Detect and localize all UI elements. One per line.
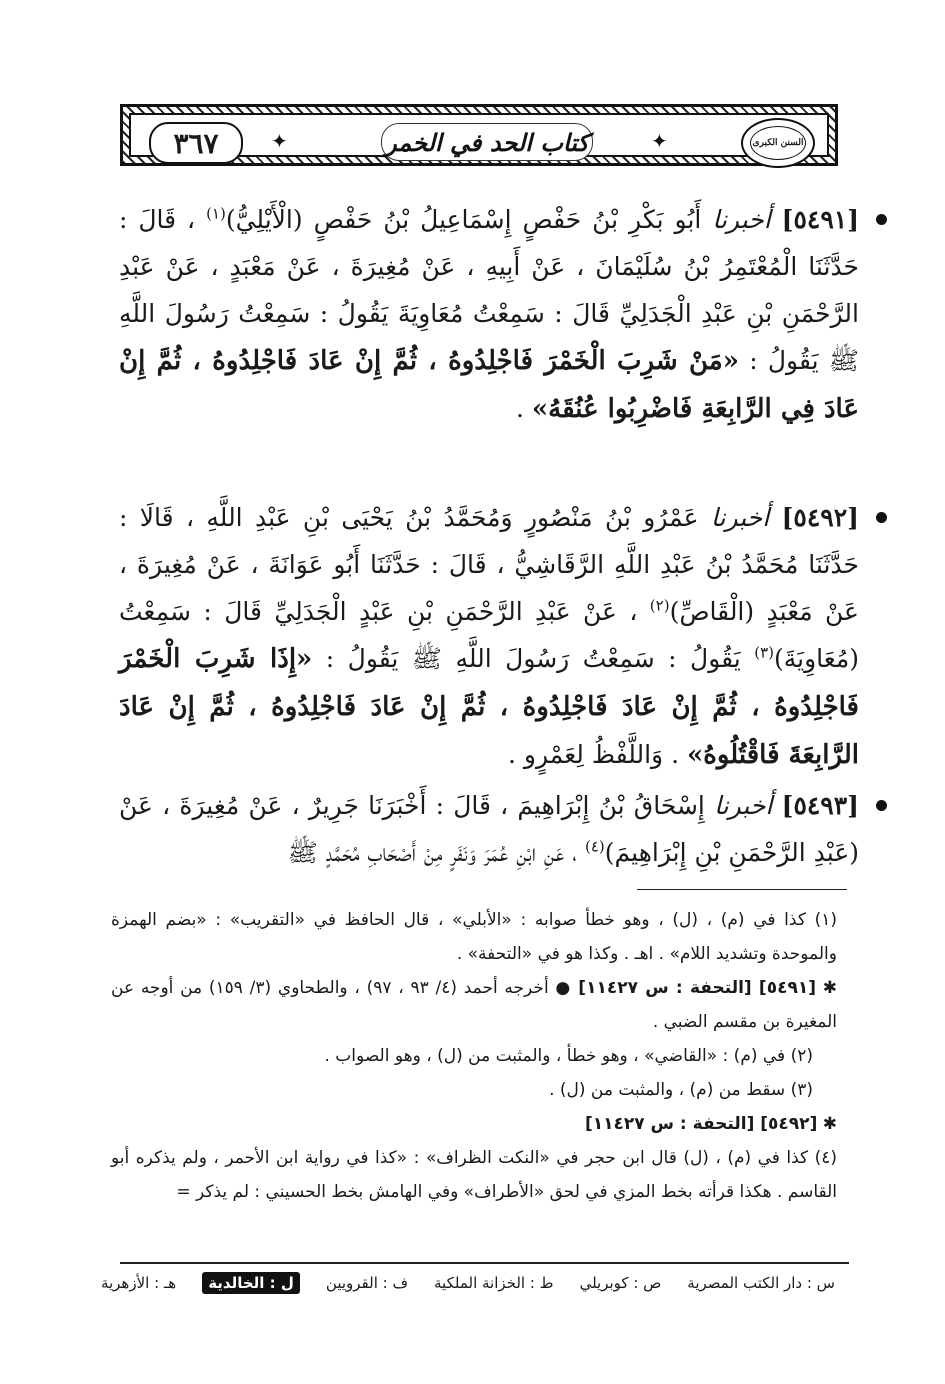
legend-divider — [120, 1262, 849, 1264]
legend-item: س : دار الكتب المصرية — [687, 1274, 835, 1292]
bullet-icon — [876, 512, 887, 523]
footnote-3: (٣) سقط من (م) ، والمثبت من (ل) . — [549, 1080, 813, 1100]
footnotes — [111, 903, 837, 1209]
page-number: ٣٦٧ — [173, 126, 219, 160]
reference-5491 — [111, 971, 837, 1039]
hadith-number: [٥٤٩٣] — [781, 791, 859, 820]
footnote-2: (٢) في (م) : «القاضي» ، وهو خطأ ، والمثبت من (ل) ، وهو الصواب . — [324, 1046, 813, 1066]
matn-text: «إِذَا شَرِبَ الْخَمْرَ فَاجْلِدُوهُ ، ثُمَّ إِنْ عَادَ فَاجْلِدُوهُ ، ثُمَّ إِنْ عَادَ فَاجْلِدُوهُ ، ثُمَّ إِنْ عَادَ الرَّابِعَةَ فَاقْتُلُوهُ» — [119, 644, 859, 770]
footnote-4: (٤) كذا في (م) ، (ل) قال ابن حجر في «النكت الظراف» : «كذا في رواية ابن الأحمر ، ولم يذكره أبو القاسم . هكذا قرأته بخط المزي في لحق «الأطراف» وفي الهامش بخط الحسيني : لم يذكر = — [111, 1148, 837, 1202]
legend-item: هـ : الأزهرية — [100, 1274, 177, 1292]
page-header — [120, 104, 838, 166]
bullet-icon — [876, 214, 887, 225]
takhrij-text: ● أخرجه أحمد (٤/ ٩٣ ، ٩٧) ، والطحاوي (٣/ ١٥٩) من أوجه عن المغيرة بن مقسم الضبي . — [111, 978, 837, 1032]
isnad-text: أَبُو بَكْرِ بْنُ حَفْصٍ إِسْمَاعِيلُ بْنُ حَفْصٍ (الْأَيْلِيُّ) — [225, 205, 702, 234]
bullet-icon — [876, 800, 887, 811]
isnad-text: ، قَالَ : حَدَّثَنَا الْمُعْتَمِرُ بْنُ سُلَيْمَانَ ، عَنْ أَبِيهِ ، عَنْ مُغِيرَةَ ، عَنْ مَعْبَدٍ ، عَنْ عَبْدِ الرَّحْمَنِ بْنِ عَبْدِ الْجَدَلِيِّ قَالَ : سَمِعْتُ مُعَاوِيَةَ يَقُولُ : سَمِعْتُ رَسُولَ اللَّهِ ﷺ يَقُولُ : — [119, 205, 859, 375]
legend-item: ط : الخزانة الملكية — [434, 1274, 554, 1292]
hadith-number: [٥٤٩١] — [781, 205, 860, 234]
matn-text: «مَنْ شَرِبَ الْخَمْرَ فَاجْلِدُوهُ ، ثُمَّ إِنْ عَادَ فَاجْلِدُوهُ ، ثُمَّ إِنْ عَادَ فِي الرَّابِعَةِ فَاضْرِبُوا عُنُقَهُ» — [119, 346, 859, 424]
isnad-text: إِسْحَاقُ بْنُ إِبْرَاهِيمَ ، قَالَ : أَخْبَرَنَا جَرِيرٌ ، عَنْ مُغِيرَةَ ، عَنْ (عَبْدِ الرَّحْمَنِ بْنِ إِبْرَاهِيمَ) — [119, 791, 859, 867]
akhbarana: أخبرنا — [714, 791, 773, 820]
asterisk-icon: ✱ — [822, 1114, 837, 1134]
footnote-divider — [637, 889, 847, 890]
asterisk-icon: ✱ — [822, 978, 837, 998]
footnote-ref: (٢) — [649, 596, 670, 615]
header-frame — [129, 113, 829, 160]
hadith-end: . — [515, 394, 532, 423]
footnote-ref: (٣) — [754, 643, 774, 662]
hadith-number: [٥٤٩٢] — [781, 503, 859, 532]
reference-5492 — [111, 1107, 837, 1141]
tuhfa-ref: [٥٤٩١] [التحفة : س ١١٤٢٧] — [578, 978, 817, 998]
isnad-text: ، عَنِ ابْنِ عُمَرَ وَنَفَرٍ مِنْ أَصْحَابِ مُحَمَّدٍ ﷺ — [287, 838, 578, 867]
footnote-1: (١) كذا في (م) ، (ل) ، وهو خطأ صوابه : «الأبلي» ، قال الحافظ في «التقريب» : «بضم الهمزة والموحدة وتشديد اللام» . اهـ . وكذا هو في «التحفة» . — [111, 910, 837, 964]
hadith-5492 — [119, 494, 859, 779]
decor-star-icon: ✦ — [651, 129, 668, 153]
legend-item: ف : القرويين — [325, 1274, 409, 1292]
footnote-ref: (١) — [206, 204, 226, 223]
decor-star-icon: ✦ — [271, 129, 288, 153]
isnad-text: ، عَنْ عَبْدِ الرَّحْمَنِ بْنِ عَبْدٍ الْجَدَلِيِّ قَالَ : سَمِعْتُ (مُعَاوِيَةَ) — [119, 597, 859, 673]
isnad-text: يَقُولُ : سَمِعْتُ رَسُولَ اللَّهِ ﷺ يَقُولُ : — [325, 644, 755, 673]
page-number-box — [149, 122, 243, 164]
book-emblem — [741, 118, 815, 168]
footnote-ref: (٤) — [584, 837, 605, 856]
hadith-5491 — [119, 196, 859, 433]
legend-item-highlight: ل : الخالدية — [202, 1272, 300, 1294]
hadith-5493 — [119, 782, 859, 876]
isnad-text: عَمْرُو بْنُ مَنْصُورٍ وَمُحَمَّدُ بْنُ يَحْيَى بْنِ عَبْدِ اللَّهِ ، قَالَا : حَدَّثَنَا مُحَمَّدُ بْنُ عَبْدِ اللَّهِ الرَّقَاشِيُّ ، قَالَ : حَدَّثَنَا أَبُو عَوَانَةَ ، عَنْ مُغِيرَةَ ، عَنْ مَعْبَدٍ (الْقَاصِّ) — [119, 503, 859, 626]
akhbarana: أخبرنا — [712, 205, 771, 234]
manuscript-legend — [100, 1272, 835, 1294]
legend-item: ص : كوبريلي — [579, 1274, 662, 1292]
chapter-title-box — [381, 123, 593, 161]
hadith-end: . وَاللَّفْظُ لِعَمْرٍو . — [508, 740, 687, 769]
akhbarana: أخبرنا — [710, 503, 770, 532]
chapter-title: كتاب الحد في الخمر — [385, 127, 589, 157]
tuhfa-ref: [٥٤٩٢] [التحفة : س ١١٤٢٧] — [584, 1114, 818, 1134]
emblem-text: السنن الكبرى — [750, 126, 806, 160]
